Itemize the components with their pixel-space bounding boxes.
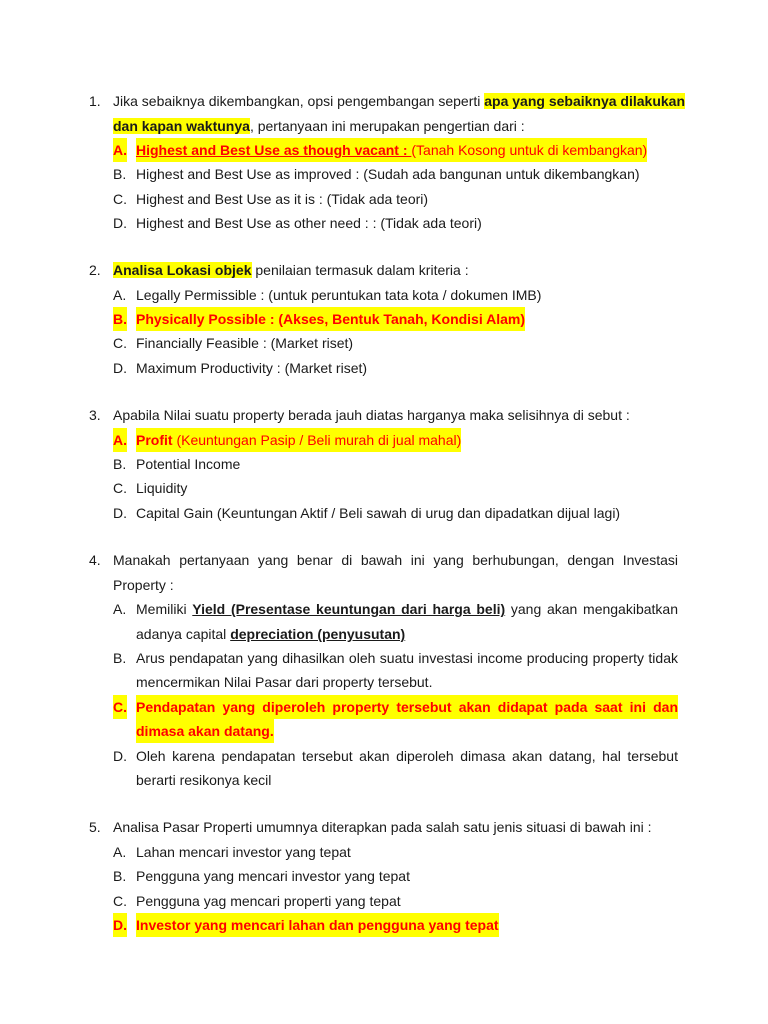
option-text: Pendapatan yang diperoleh property tersebut akan didapat pada saat ini dan: [136, 695, 678, 719]
option-letter: A.: [113, 601, 127, 617]
option-note: (Tanah Kosong untuk di kembangkan): [411, 142, 648, 158]
option-letter: D.: [113, 505, 127, 521]
answer-option: [0, 283, 768, 307]
option-text: Investor yang mencari lahan dan pengguna yang tepat: [136, 913, 499, 937]
option-letter: D.: [113, 748, 127, 764]
answer-option: [0, 864, 768, 888]
question-text: [0, 573, 768, 597]
answer-option-continuation: [0, 622, 768, 646]
option-letter: B.: [113, 868, 127, 884]
option-letter: C.: [113, 695, 127, 719]
highlighted-phrase: apa yang sebaiknya dilakukan: [484, 93, 686, 109]
option-letter: C.: [113, 335, 127, 351]
question-text-part: Analisa Pasar Properti umumnya diterapkan pada salah satu jenis situasi di bawah ini :: [113, 819, 652, 835]
question-number: 4.: [89, 552, 101, 568]
option-text: Oleh karena pendapatan tersebut akan diperoleh dimasa akan datang, hal tersebut: [136, 748, 678, 764]
option-text: dimasa akan datang.: [136, 719, 274, 743]
answer-option: [0, 211, 768, 235]
option-letter: B.: [113, 166, 127, 182]
option-letter: B.: [113, 307, 127, 331]
option-letter: C.: [113, 191, 127, 207]
option-text: adanya capital: [136, 626, 231, 642]
answer-option: [0, 452, 768, 476]
question-text-part: Jika sebaiknya dikembangkan, opsi pengembangan seperti: [113, 93, 485, 109]
option-text: Memiliki: [136, 601, 193, 617]
question-text-part: Property :: [113, 577, 174, 593]
question-number: 5.: [89, 819, 101, 835]
question-text: [0, 114, 768, 138]
answer-option: [0, 889, 768, 913]
option-text: Liquidity: [136, 480, 188, 496]
answer-option: [0, 597, 768, 621]
option-letter: A.: [113, 287, 127, 303]
question-text: [0, 89, 768, 113]
option-letter: B.: [113, 456, 127, 472]
option-text: Pengguna yag mencari properti yang tepat: [136, 893, 401, 909]
option-text: Highest and Best Use as other need : : (Tidak ada teori): [136, 215, 482, 231]
question-text-part: Apabila Nilai suatu property berada jauh diatas harganya maka selisihnya di sebut :: [113, 407, 630, 423]
question-text: [0, 548, 768, 572]
answer-option: [0, 501, 768, 525]
option-text: berarti resikonya kecil: [136, 772, 272, 788]
question-text-part: , pertanyaan ini merupakan pengertian dari :: [249, 118, 525, 134]
answer-option: [0, 840, 768, 864]
question-text: [0, 258, 768, 282]
option-text: Highest and Best Use as improved : (Sudah ada bangunan untuk dikembangkan): [136, 166, 640, 182]
option-text: Potential Income: [136, 456, 241, 472]
option-text: Capital Gain (Keuntungan Aktif / Beli sawah di urug dan dipadatkan dijual lagi): [136, 505, 621, 521]
answer-option: [0, 331, 768, 355]
option-letter: D.: [113, 360, 127, 376]
highlighted-phrase: dan kapan waktunya: [113, 118, 250, 134]
question-text-part: Manakah pertanyaan yang benar di bawah ini yang berhubungan, dengan Investasi: [113, 552, 678, 568]
option-text: mencermikan Nilai Pasar dari property tersebut.: [136, 674, 433, 690]
option-text: yang akan mengakibatkan: [505, 601, 678, 617]
answer-option-continuation: [0, 719, 768, 743]
answer-option-correct: [0, 138, 768, 162]
answer-option: [0, 646, 768, 670]
highlighted-phrase: Analisa Lokasi objek: [113, 262, 252, 278]
option-text: Financially Feasible : (Market riset): [136, 335, 354, 351]
option-text: Maximum Productivity : (Market riset): [136, 360, 368, 376]
option-letter: B.: [113, 650, 127, 666]
answer-option-correct: [0, 428, 768, 452]
option-letter: A.: [113, 428, 127, 452]
answer-option: [0, 187, 768, 211]
option-text: Highest and Best Use as it is : (Tidak ada teori): [136, 191, 429, 207]
question-text: [0, 403, 768, 427]
answer-option-correct: [0, 695, 768, 719]
option-letter: A.: [113, 844, 127, 860]
option-text: Profit: [136, 432, 173, 448]
question-text-part: penilaian termasuk dalam kriteria :: [251, 262, 469, 278]
option-text: Arus pendapatan yang dihasilkan oleh suatu investasi income producing property tidak: [136, 650, 678, 666]
option-text: Physically Possible : (Akses, Bentuk Tanah, Kondisi Alam): [136, 307, 525, 331]
answer-option: [0, 162, 768, 186]
key-term: depreciation (penyusutan): [230, 626, 406, 642]
key-term: Yield (Presentase keuntungan dari harga beli): [192, 601, 506, 617]
question-text: [0, 815, 768, 839]
option-letter: D.: [113, 215, 127, 231]
answer-option: [0, 356, 768, 380]
option-text: Lahan mencari investor yang tepat: [136, 844, 351, 860]
answer-option: [0, 744, 768, 768]
answer-option-continuation: [0, 670, 768, 694]
option-letter: C.: [113, 480, 127, 496]
option-text: Pengguna yang mencari investor yang tepat: [136, 868, 410, 884]
answer-option-continuation: [0, 768, 768, 792]
option-letter: A.: [113, 138, 127, 162]
option-text: Highest and Best Use as though vacant :: [136, 142, 412, 158]
option-note: (Keuntungan Pasip / Beli murah di jual mahal): [172, 432, 462, 448]
option-letter: C.: [113, 893, 127, 909]
answer-option-correct: [0, 913, 768, 937]
question-number: 3.: [89, 407, 101, 423]
option-letter: D.: [113, 913, 127, 937]
question-number: 2.: [89, 262, 101, 278]
option-text: Legally Permissible : (untuk peruntukan tata kota / dokumen IMB): [136, 287, 542, 303]
answer-option-correct: [0, 307, 768, 331]
answer-option: [0, 476, 768, 500]
question-number: 1.: [89, 93, 101, 109]
